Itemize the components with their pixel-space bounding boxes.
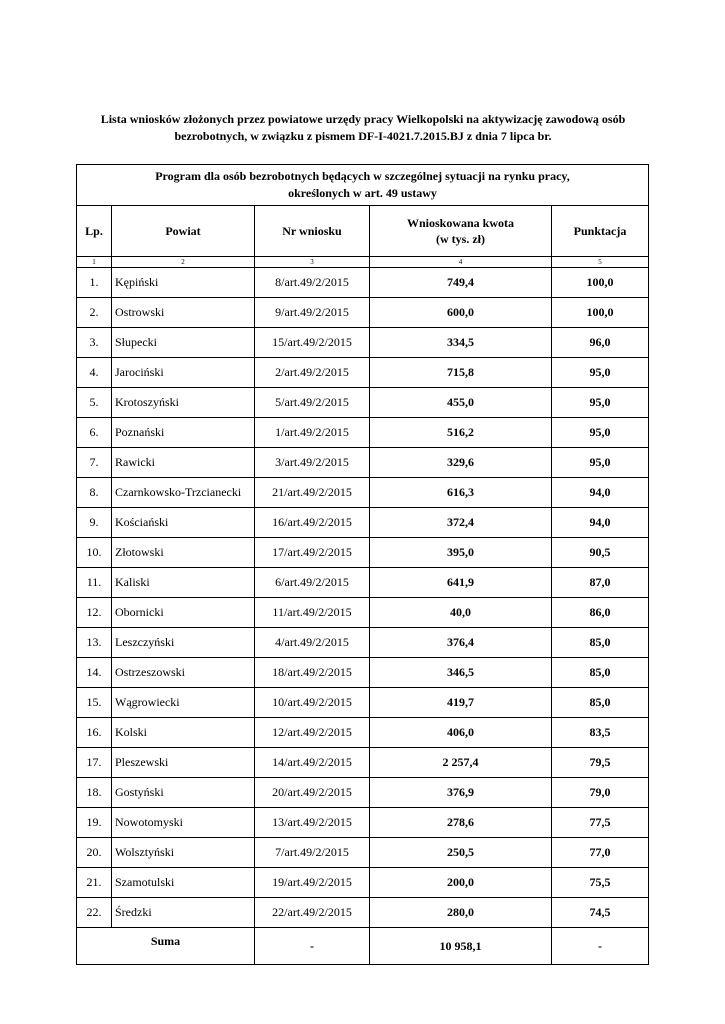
cell-kwota: 346,5: [370, 658, 552, 688]
column-number: 5: [552, 257, 649, 268]
document-title: [80, 111, 646, 145]
table-row: [77, 598, 649, 628]
cell-nr-wniosku: 17/art.49/2/2015: [255, 538, 370, 568]
cell-kwota: 372,4: [370, 508, 552, 538]
cell-kwota: 419,7: [370, 688, 552, 718]
cell-punktacja: 95,0: [552, 388, 649, 418]
cell-punktacja: 90,5: [552, 538, 649, 568]
cell-powiat: Krotoszyński: [112, 388, 255, 418]
cell-punktacja: 79,0: [552, 778, 649, 808]
cell-punktacja: 83,5: [552, 718, 649, 748]
cell-punktacja: 95,0: [552, 358, 649, 388]
cell-powiat: Kępiński: [112, 268, 255, 298]
cell-powiat: Czarnkowsko-Trzcianecki: [112, 478, 255, 508]
cell-kwota: 376,9: [370, 778, 552, 808]
cell-punktacja: 96,0: [552, 328, 649, 358]
header-lp: Lp.: [77, 206, 112, 257]
cell-powiat: Rawicki: [112, 448, 255, 478]
table-row: [77, 628, 649, 658]
cell-kwota: 749,4: [370, 268, 552, 298]
cell-punktacja: 100,0: [552, 298, 649, 328]
cell-lp: 10.: [77, 538, 112, 568]
sum-row: [77, 928, 649, 965]
program-line-1: Program dla osób bezrobotnych będących w szczególnej sytuacji na rynku pracy,: [155, 169, 570, 183]
cell-kwota: 715,8: [370, 358, 552, 388]
cell-kwota: 2 257,4: [370, 748, 552, 778]
table-row: [77, 808, 649, 838]
cell-kwota: 250,5: [370, 838, 552, 868]
header-nr-wniosku: Nr wniosku: [255, 206, 370, 257]
table-row: [77, 448, 649, 478]
cell-nr-wniosku: 2/art.49/2/2015: [255, 358, 370, 388]
cell-powiat: Kościański: [112, 508, 255, 538]
cell-punktacja: 85,0: [552, 688, 649, 718]
cell-lp: 7.: [77, 448, 112, 478]
column-number: 2: [112, 257, 255, 268]
cell-punktacja: 95,0: [552, 448, 649, 478]
cell-powiat: Złotowski: [112, 538, 255, 568]
table-row: [77, 298, 649, 328]
cell-lp: 17.: [77, 748, 112, 778]
cell-punktacja: 85,0: [552, 658, 649, 688]
cell-kwota: 641,9: [370, 568, 552, 598]
cell-powiat: Kaliski: [112, 568, 255, 598]
column-number: 1: [77, 257, 112, 268]
cell-lp: 13.: [77, 628, 112, 658]
cell-punktacja: 95,0: [552, 418, 649, 448]
cell-lp: 6.: [77, 418, 112, 448]
cell-lp: 9.: [77, 508, 112, 538]
cell-punktacja: 94,0: [552, 478, 649, 508]
cell-powiat: Ostrzeszowski: [112, 658, 255, 688]
table-row: [77, 538, 649, 568]
table-row: [77, 388, 649, 418]
cell-kwota: 334,5: [370, 328, 552, 358]
cell-kwota: 516,2: [370, 418, 552, 448]
cell-lp: 1.: [77, 268, 112, 298]
cell-kwota: 600,0: [370, 298, 552, 328]
table-row: [77, 358, 649, 388]
table-row: [77, 868, 649, 898]
cell-powiat: Nowotomyski: [112, 808, 255, 838]
cell-lp: 18.: [77, 778, 112, 808]
sum-nr: -: [255, 928, 370, 965]
cell-lp: 21.: [77, 868, 112, 898]
cell-powiat: Pleszewski: [112, 748, 255, 778]
column-header-row: [77, 206, 649, 257]
cell-powiat: Jarociński: [112, 358, 255, 388]
cell-kwota: 40,0: [370, 598, 552, 628]
cell-nr-wniosku: 11/art.49/2/2015: [255, 598, 370, 628]
cell-kwota: 395,0: [370, 538, 552, 568]
table-row: [77, 898, 649, 928]
cell-lp: 22.: [77, 898, 112, 928]
header-powiat: Powiat: [112, 206, 255, 257]
cell-nr-wniosku: 9/art.49/2/2015: [255, 298, 370, 328]
cell-punktacja: 77,5: [552, 808, 649, 838]
cell-lp: 20.: [77, 838, 112, 868]
table-row: [77, 658, 649, 688]
program-line-2: określonych w art. 49 ustawy: [288, 186, 437, 200]
table-row: [77, 838, 649, 868]
cell-punktacja: 87,0: [552, 568, 649, 598]
cell-powiat: Gostyński: [112, 778, 255, 808]
cell-powiat: Obornicki: [112, 598, 255, 628]
cell-nr-wniosku: 12/art.49/2/2015: [255, 718, 370, 748]
table-row: [77, 418, 649, 448]
cell-punktacja: 85,0: [552, 628, 649, 658]
cell-nr-wniosku: 18/art.49/2/2015: [255, 658, 370, 688]
cell-nr-wniosku: 4/art.49/2/2015: [255, 628, 370, 658]
cell-punktacja: 86,0: [552, 598, 649, 628]
cell-lp: 14.: [77, 658, 112, 688]
cell-powiat: Kolski: [112, 718, 255, 748]
title-line-1: Lista wniosków złożonych przez powiatowe urzędy pracy Wielkopolski na aktywizację zawodową osób: [100, 112, 626, 126]
header-kwota: [370, 206, 552, 257]
cell-kwota: 406,0: [370, 718, 552, 748]
cell-powiat: Ostrowski: [112, 298, 255, 328]
cell-lp: 5.: [77, 388, 112, 418]
table-row: [77, 268, 649, 298]
cell-nr-wniosku: 5/art.49/2/2015: [255, 388, 370, 418]
cell-lp: 2.: [77, 298, 112, 328]
cell-nr-wniosku: 19/art.49/2/2015: [255, 868, 370, 898]
cell-nr-wniosku: 22/art.49/2/2015: [255, 898, 370, 928]
header-punktacja: Punktacja: [552, 206, 649, 257]
column-number-row: [77, 257, 649, 268]
table-row: [77, 778, 649, 808]
table-row: [77, 508, 649, 538]
program-header: [77, 165, 649, 206]
cell-kwota: 616,3: [370, 478, 552, 508]
cell-kwota: 376,4: [370, 628, 552, 658]
column-number: 3: [255, 257, 370, 268]
sum-punkty: -: [552, 928, 649, 965]
table-row: [77, 568, 649, 598]
cell-lp: 8.: [77, 478, 112, 508]
cell-nr-wniosku: 14/art.49/2/2015: [255, 748, 370, 778]
header-kwota-line-2: (w tys. zł): [436, 232, 485, 246]
cell-punktacja: 75,5: [552, 868, 649, 898]
cell-powiat: Średzki: [112, 898, 255, 928]
cell-punktacja: 94,0: [552, 508, 649, 538]
cell-powiat: Poznański: [112, 418, 255, 448]
cell-nr-wniosku: 1/art.49/2/2015: [255, 418, 370, 448]
table-body: [77, 268, 649, 928]
table-row: [77, 328, 649, 358]
cell-punktacja: 74,5: [552, 898, 649, 928]
cell-kwota: 200,0: [370, 868, 552, 898]
applications-table: [76, 164, 649, 965]
column-number: 4: [370, 257, 552, 268]
cell-lp: 3.: [77, 328, 112, 358]
cell-nr-wniosku: 8/art.49/2/2015: [255, 268, 370, 298]
cell-powiat: Wągrowiecki: [112, 688, 255, 718]
cell-lp: 12.: [77, 598, 112, 628]
cell-lp: 19.: [77, 808, 112, 838]
cell-nr-wniosku: 16/art.49/2/2015: [255, 508, 370, 538]
cell-punktacja: 100,0: [552, 268, 649, 298]
cell-punktacja: 79,5: [552, 748, 649, 778]
cell-lp: 15.: [77, 688, 112, 718]
cell-nr-wniosku: 21/art.49/2/2015: [255, 478, 370, 508]
sum-label: Suma: [77, 928, 255, 965]
table-row: [77, 718, 649, 748]
cell-nr-wniosku: 7/art.49/2/2015: [255, 838, 370, 868]
table-row: [77, 748, 649, 778]
table-row: [77, 478, 649, 508]
cell-kwota: 278,6: [370, 808, 552, 838]
cell-kwota: 329,6: [370, 448, 552, 478]
cell-nr-wniosku: 6/art.49/2/2015: [255, 568, 370, 598]
table-row: [77, 688, 649, 718]
cell-powiat: Wolsztyński: [112, 838, 255, 868]
cell-nr-wniosku: 15/art.49/2/2015: [255, 328, 370, 358]
cell-nr-wniosku: 20/art.49/2/2015: [255, 778, 370, 808]
cell-powiat: Szamotulski: [112, 868, 255, 898]
cell-powiat: Słupecki: [112, 328, 255, 358]
header-kwota-line-1: Wnioskowana kwota: [406, 216, 515, 230]
sum-kwota: 10 958,1: [370, 928, 552, 965]
cell-nr-wniosku: 13/art.49/2/2015: [255, 808, 370, 838]
cell-punktacja: 77,0: [552, 838, 649, 868]
cell-powiat: Leszczyński: [112, 628, 255, 658]
cell-kwota: 455,0: [370, 388, 552, 418]
cell-kwota: 280,0: [370, 898, 552, 928]
title-line-2: bezrobotnych, w związku z pismem DF-I-4021.7.2015.BJ z dnia 7 lipca br.: [174, 129, 552, 143]
cell-nr-wniosku: 3/art.49/2/2015: [255, 448, 370, 478]
cell-lp: 11.: [77, 568, 112, 598]
cell-lp: 4.: [77, 358, 112, 388]
cell-lp: 16.: [77, 718, 112, 748]
cell-nr-wniosku: 10/art.49/2/2015: [255, 688, 370, 718]
